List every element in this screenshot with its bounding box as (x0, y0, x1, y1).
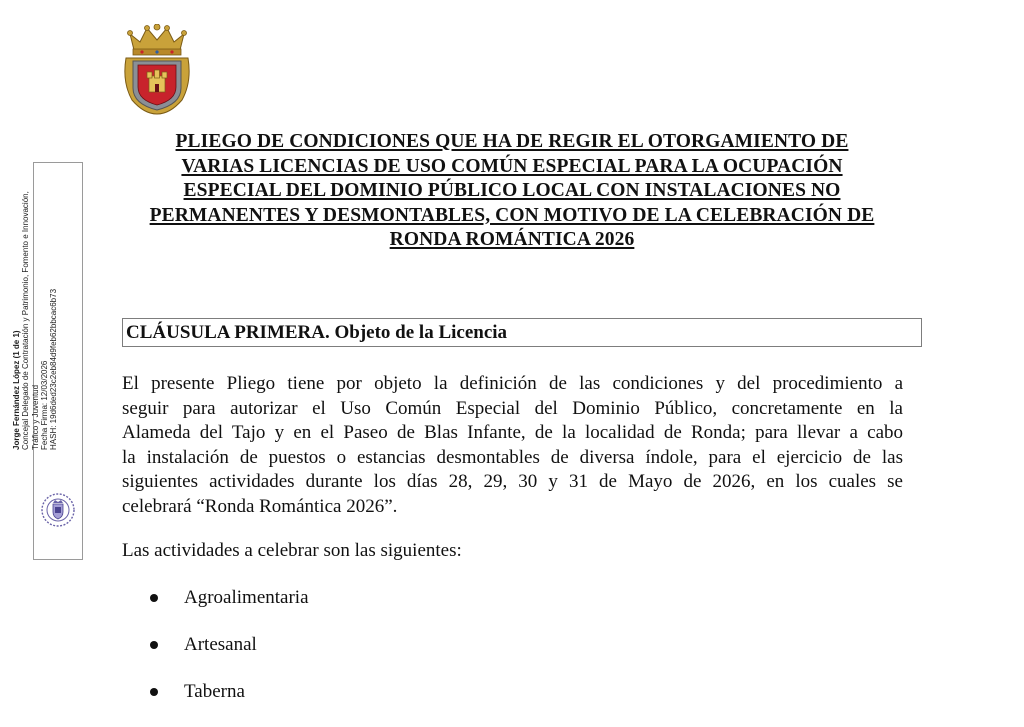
municipal-seal-icon (40, 492, 76, 528)
signature-text (12, 160, 58, 450)
bullet-icon (150, 641, 158, 649)
bullet-icon (150, 594, 158, 602)
body-paragraph (122, 372, 903, 519)
signature-line: Tráfico y Juventud (30, 384, 40, 450)
paragraph-line: Alameda del Tajo y en el Paseo de Blas Infante, de la localidad de Ronda; para llevar a cabo (122, 422, 903, 443)
signature-line: HASH: 19d6ded23c2eb84d9feb62bbcac6b73 (49, 288, 59, 450)
paragraph-line: siguientes actividades durante los días 28, 29, 30 y 31 de Mayo de 2026, en los cuales se (122, 471, 903, 492)
title-line: VARIAS LICENCIAS DE USO COMÚN ESPECIAL PARA LA OCUPACIÓN (181, 155, 843, 177)
paragraph-line: El presente Pliego tiene por objeto la definición de las condiciones y del procedimiento a (122, 373, 903, 394)
activity-label: Artesanal (184, 634, 257, 655)
signature-line: Jorge Fernández López (1 de 1) (12, 330, 21, 450)
activity-label: Agroalimentaria (184, 587, 309, 608)
title-line: ESPECIAL DEL DOMINIO PÚBLICO LOCAL CON INSTALACIONES NO (183, 180, 841, 201)
signature-line: Fecha Firma: 12/03/2026 (39, 360, 49, 450)
activity-label: Taberna (184, 681, 245, 702)
bullet-icon (150, 688, 158, 696)
title-line: PLIEGO DE CONDICIONES QUE HA DE REGIR EL OTORGAMIENTO DE (175, 131, 849, 152)
paragraph-line: la instalación de puestos o estancias desmontables de diversa índole, para el ejercicio de las (122, 446, 903, 468)
coat-of-arms-icon (120, 24, 194, 116)
paragraph-line: celebrará “Ronda Romántica 2026”. (122, 495, 398, 517)
paragraph-line: seguir para autorizar el Uso Común Especial del Dominio Público, concretamente en la (122, 397, 903, 419)
activities-intro: Las actividades a celebrar son las siguientes: (122, 540, 462, 561)
clause-heading: CLÁUSULA PRIMERA. Objeto de la Licencia (122, 318, 922, 347)
document-title (112, 130, 912, 253)
title-line: RONDA ROMÁNTICA 2026 (389, 229, 635, 250)
title-line: PERMANENTES Y DESMONTABLES, CON MOTIVO DE LA CELEBRACIÓN DE (149, 204, 875, 226)
signature-line: Concejal Delegado de Contratación y Patrimonio, Fomento e Innovación, (21, 191, 31, 450)
